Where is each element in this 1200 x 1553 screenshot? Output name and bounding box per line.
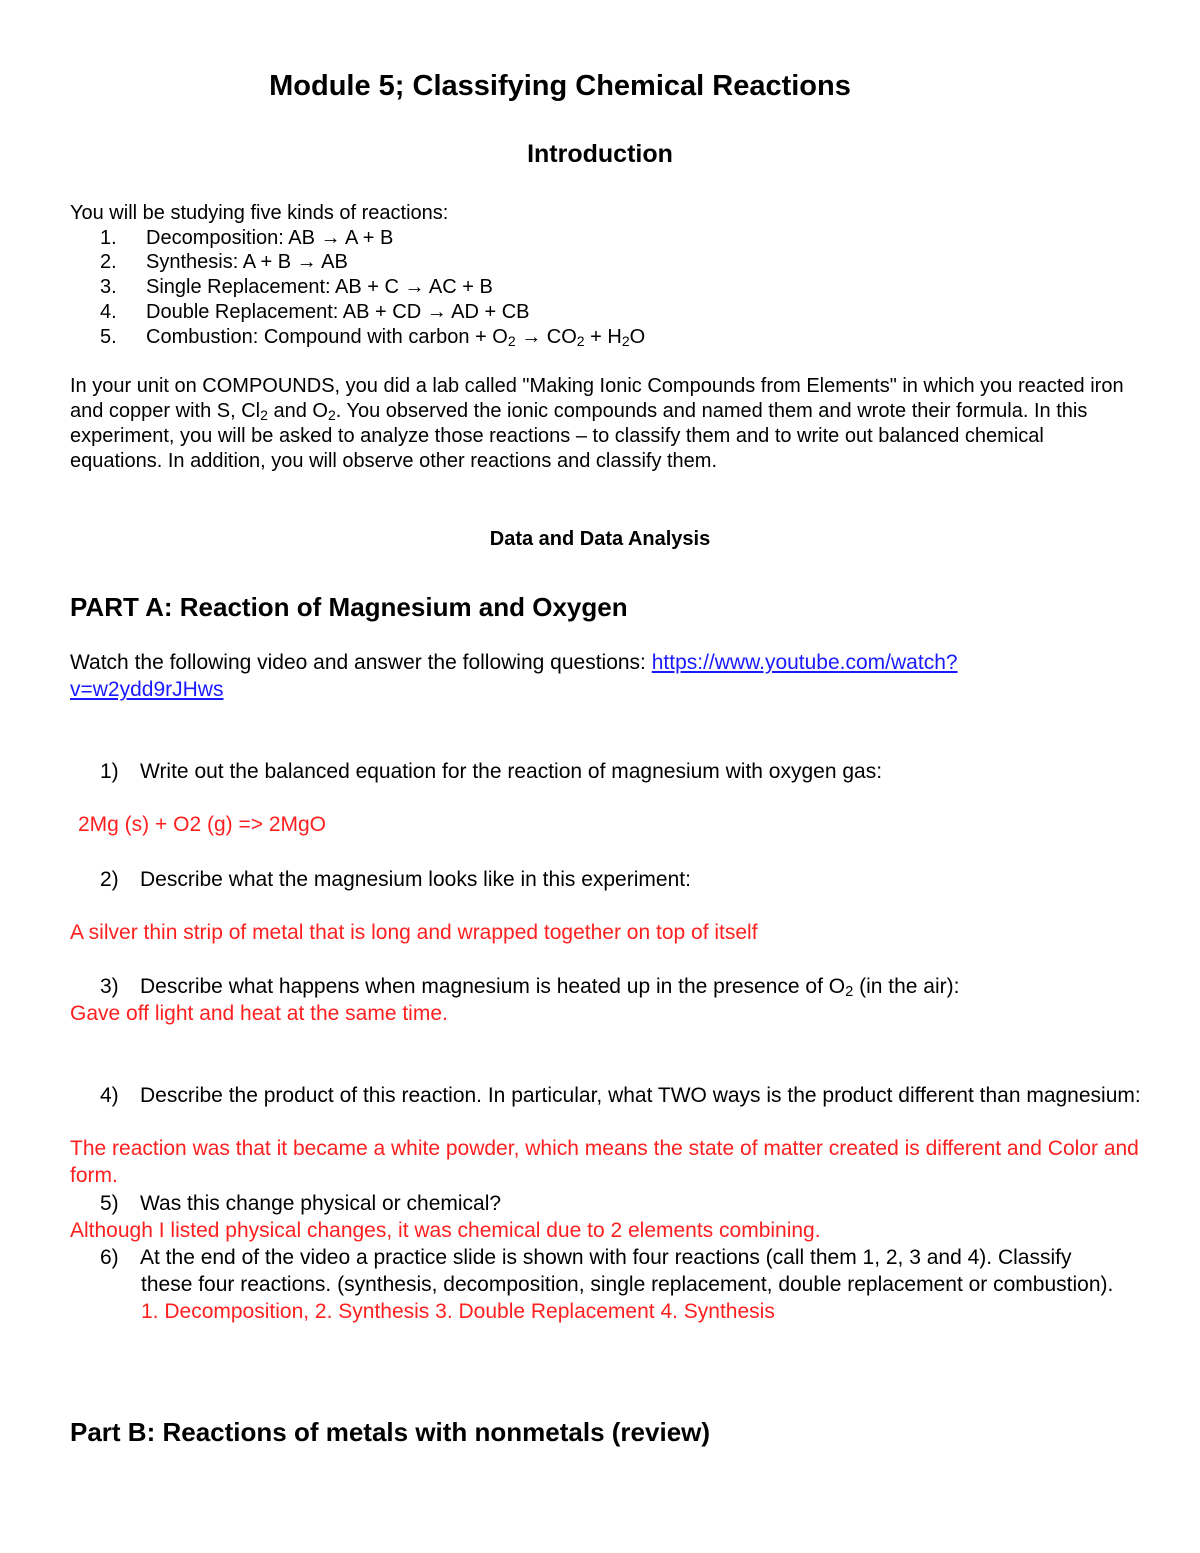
question-6 [100,1244,1121,1325]
question-3 [100,973,959,1000]
question-5 [100,1190,501,1217]
question-number: 6) [100,1246,119,1269]
reaction-text: Double Replacement: AB + CD → AD + CB [146,301,530,323]
subscript: 2 [621,332,630,349]
answer-1: 2Mg (s) + O2 (g) => 2MgO [78,813,327,836]
question-4 [100,1082,1181,1109]
question-2 [100,866,691,893]
question-text: Was this change physical or chemical? [140,1192,502,1215]
question-text: Write out the balanced equation for the reaction of magnesium with oxygen gas: [140,760,883,783]
answer-2: A silver thin strip of metal that is long and wrapped together on top of itself [70,921,758,944]
question-text: Describe the product of this reaction. In particular, what TWO ways is the product different than magnesium: [140,1084,1141,1107]
reaction-list-item [100,226,393,251]
reaction-list-item [100,275,493,300]
list-number: 5. [100,326,117,348]
paragraph-text: . You observed the ionic compounds and named them and wrote their formula. In this experiment, you will be asked to analyze those reactions – to classify them and to write out balanced chemical equations. In addition, you will observe other reactions and classify them. [70,400,1088,472]
subscript: 2 [507,332,516,349]
reaction-text: Combustion: Compound with carbon + O [146,326,508,348]
part-b-heading: Part B: Reactions of metals with nonmetals (review) [70,1417,711,1447]
reaction-list-item [100,300,530,325]
question-number: 1) [100,760,119,783]
answer-6: 1. Decomposition, 2. Synthesis 3. Double Replacement 4. Synthesis [141,1300,775,1323]
question-number: 4) [100,1084,119,1107]
question-number: 2) [100,868,119,891]
document-title: Module 5; Classifying Chemical Reactions [269,70,851,102]
list-number: 2. [100,251,117,273]
question-number: 3) [100,975,119,998]
video-link-continued[interactable]: v=w2ydd9rJHws [70,678,224,701]
introduction-paragraph [70,374,1140,474]
subscript: 2 [576,332,585,349]
paragraph-text: and O [267,400,328,422]
question-number: 5) [100,1192,119,1215]
watch-instructions [70,649,958,676]
answer-4: The reaction was that it became a white powder, which means the state of matter created is different and Color and form. [70,1137,1139,1187]
list-number: 3. [100,276,117,298]
part-a-heading: PART A: Reaction of Magnesium and Oxygen [70,592,628,622]
question-text: At the end of the video a practice slide is shown with four reactions (call them 1, 2, 3 and 4). Classify these four reactions. (synthesis, decomposition, single replacement, double replacement or combustion). [140,1246,1114,1296]
answer-3: Gave off light and heat at the same time. [70,1002,448,1025]
subscript: 2 [845,983,854,1000]
reaction-text: Single Replacement: AB + C → AC + B [146,276,493,298]
reaction-text: + H [584,326,622,348]
reaction-list-item [100,325,645,350]
reaction-text: Synthesis: A + B → AB [146,251,348,273]
paragraph-text: In your unit on COMPOUNDS, you did a lab called "Making Ionic Compounds from Elements" in which you reacted iron and copper with S, Cl [70,375,1124,422]
reaction-text: → CO [515,326,577,348]
introduction-heading: Introduction [527,140,673,168]
reaction-text: Decomposition: AB → A + B [146,227,394,249]
question-text: (in the air): [853,975,960,998]
question-text: Describe what happens when magnesium is heated up in the presence of O [140,975,846,998]
question-1 [100,758,882,785]
introduction-lead: You will be studying five kinds of reactions: [70,202,449,224]
subscript: 2 [260,406,268,423]
reaction-list-item [100,250,348,275]
reaction-text: O [629,326,646,348]
list-number: 4. [100,301,117,323]
answer-5: Although I listed physical changes, it was chemical due to 2 elements combining. [70,1219,821,1242]
video-link[interactable]: https://www.youtube.com/watch? [651,651,958,674]
watch-text: Watch the following video and answer the following questions: [70,651,652,674]
data-analysis-heading: Data and Data Analysis [489,528,711,550]
subscript: 2 [327,406,336,423]
list-number: 1. [100,227,117,249]
question-text: Describe what the magnesium looks like in this experiment: [140,868,691,891]
